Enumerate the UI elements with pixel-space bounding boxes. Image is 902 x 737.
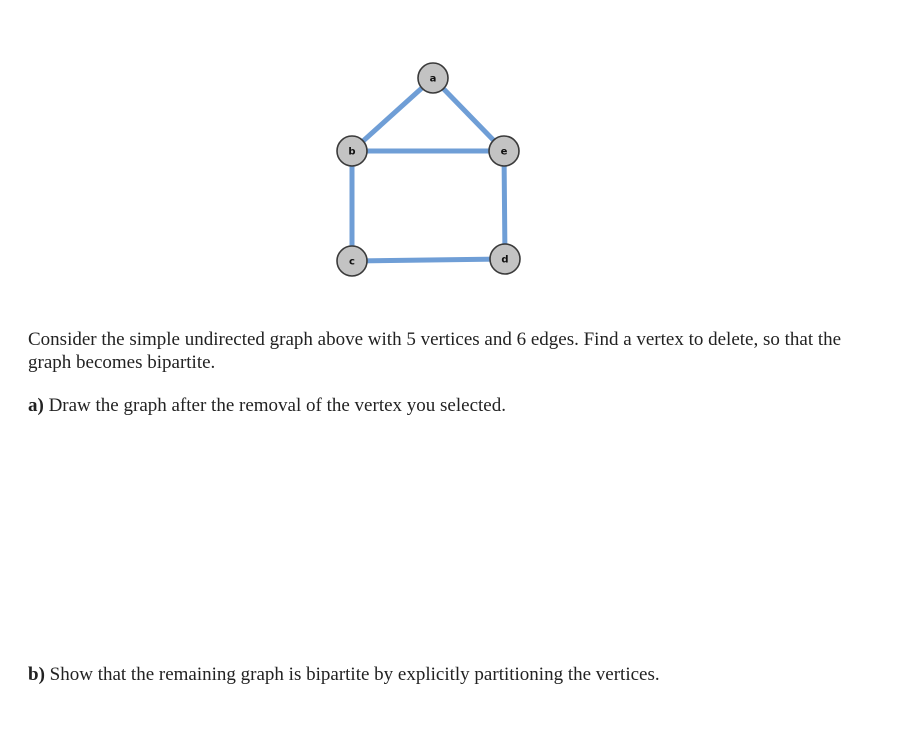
- vertex-label-c: c: [349, 256, 355, 268]
- vertex-label-a: a: [429, 73, 437, 85]
- vertex-a: [418, 63, 448, 93]
- problem-statement: Consider the simple undirected graph above with 5 vertices and 6 edges. Find a vertex to delete, so that the graph becomes bipartite.: [28, 329, 842, 373]
- vertex-label-e: e: [500, 146, 508, 158]
- graph-edges: [352, 78, 505, 261]
- part-b-label: b): [28, 664, 45, 685]
- vertex-label-d: d: [501, 254, 509, 266]
- edge-e-d: [504, 151, 505, 259]
- part-a: [28, 394, 843, 417]
- graph-figure: [0, 0, 902, 300]
- vertex-label-b: b: [348, 146, 356, 158]
- vertex-b: [337, 136, 367, 166]
- vertex-e: [489, 136, 519, 166]
- part-a-label: a): [28, 395, 44, 416]
- part-b: [28, 663, 843, 686]
- edge-a-b: [352, 78, 433, 151]
- edge-c-d: [352, 259, 505, 261]
- vertex-d: [490, 244, 520, 274]
- graph-vertices: [337, 63, 520, 276]
- part-b-text: Show that the remaining graph is bipartite by explicitly partitioning the vertices.: [49, 664, 660, 685]
- vertex-c: [337, 246, 367, 276]
- part-a-text: Draw the graph after the removal of the vertex you selected.: [48, 395, 506, 416]
